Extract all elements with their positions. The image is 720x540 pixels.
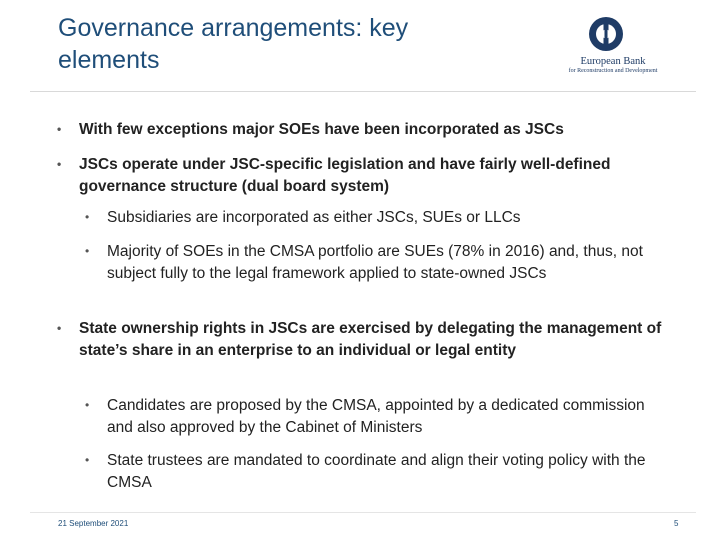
- bullet-text: With few exceptions major SOEs have been incorporated as JSCs: [79, 121, 564, 138]
- bullet-glyph: •: [57, 157, 62, 171]
- header-divider: [30, 91, 696, 92]
- bullet-glyph: •: [85, 210, 90, 224]
- logo-subtitle: for Reconstruction and Development: [568, 68, 658, 74]
- bullet-item: [57, 154, 669, 197]
- bullet-text: Majority of SOEs in the CMSA portfolio are SUEs (78% in 2016) and, thus, not subject fully to the legal framework applied to state-owned JSCs: [107, 243, 643, 282]
- bullet-text: State ownership rights in JSCs are exercised by delegating the management of state’s share in an enterprise to an individual or legal entity: [79, 320, 662, 359]
- bullet-glyph: •: [57, 321, 62, 335]
- bullet-text: JSCs operate under JSC-specific legislation and have fairly well-defined governance structure (dual board system): [79, 156, 611, 195]
- logo-name: European Bank: [580, 56, 646, 67]
- bullet-item: [57, 119, 669, 141]
- footer-divider: [30, 512, 696, 513]
- bullet-item: [57, 318, 669, 361]
- bullet-text: Candidates are proposed by the CMSA, appointed by a dedicated commission and also approved by the Cabinet of Ministers: [107, 397, 645, 436]
- footer-date: 21 September 2021: [58, 519, 129, 528]
- ebrd-logo: [548, 16, 678, 80]
- bullet-glyph: •: [85, 244, 90, 258]
- slide-title: Governance arrangements: key elements: [58, 14, 409, 74]
- bullet-text: Subsidiaries are incorporated as either JSCs, SUEs or LLCs: [107, 209, 521, 226]
- sub-bullet-item: [85, 241, 667, 284]
- sub-bullet-item: [85, 207, 667, 229]
- bullet-glyph: •: [85, 398, 90, 412]
- sub-bullet-item: [85, 395, 667, 438]
- bullet-glyph: •: [57, 122, 62, 136]
- page-number: 5: [674, 519, 679, 528]
- ebrd-logo-mark-icon: [588, 16, 624, 52]
- bullet-glyph: •: [85, 453, 90, 467]
- sub-bullet-item: [85, 450, 667, 493]
- bullet-text: State trustees are mandated to coordinate and align their voting policy with the CMSA: [107, 452, 646, 491]
